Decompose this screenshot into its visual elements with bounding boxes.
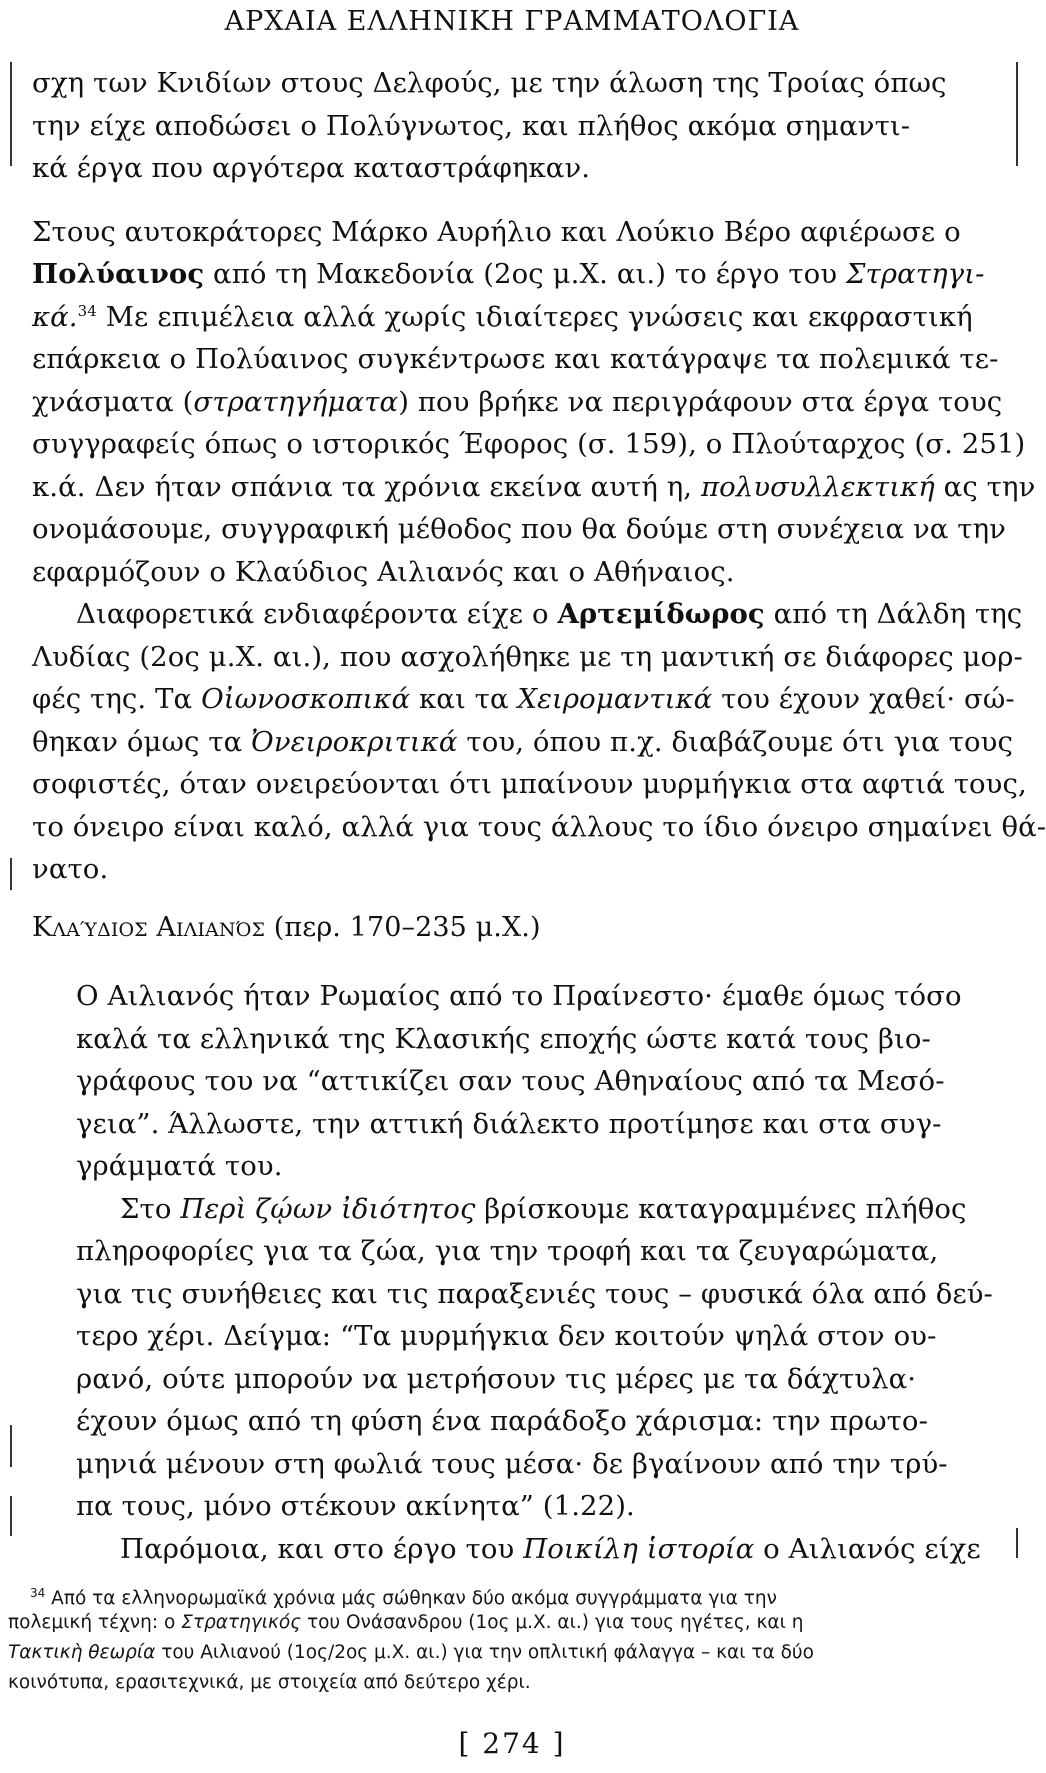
text-line <box>32 466 1036 509</box>
author-name: Αρτεμίδωρος <box>557 598 765 630</box>
text-run: του Αιλιανού (1ος/2ος μ.Χ. αι.) για την οπλιτική φάλαγγα – και τα δύο <box>155 1642 814 1663</box>
footnote-line <box>8 1638 1018 1668</box>
text-run: από τη Δάλδη της <box>764 598 1023 630</box>
text-line: για τις συνήθειες και τις παραξενιές τους – φυσικά όλα από δεύ- <box>76 1277 993 1310</box>
text-line: μηνιά μένουν στη φωλιά τους μέσα· δε βγαίνουν από την τρύ- <box>76 1447 948 1480</box>
term: στρατηγήματα <box>193 385 399 418</box>
footnote <box>8 1578 1018 1698</box>
text-run: Παρόμοια, και στο έργο του <box>120 1532 524 1565</box>
work-title: Χειρομαντικά <box>517 683 713 715</box>
spacer <box>32 190 1014 211</box>
text-line: εφαρμόζουν ο Κλαύδιος Αιλιανός και ο Αθήναιος. <box>32 555 735 588</box>
text-run: του Ονάσανδρου (1ος μ.Χ. αι.) για τους ηγέτες, και η <box>301 1612 804 1633</box>
text-run: θηκαν όμως τα <box>32 725 252 758</box>
text-line: το όνειρο είναι καλό, αλλά για τους άλλους το ίδιο όνειρο σημαίνει θά- <box>32 810 1046 843</box>
main-text <box>32 62 1046 1570</box>
text-line: συγγραφείς όπως ο ιστορικός Έφορος (σ. 159), ο Πλούταρχος (σ. 251) <box>32 428 1026 460</box>
text-line <box>32 721 1014 764</box>
text-line <box>32 253 1014 296</box>
paragraph-pausanias <box>32 62 1014 190</box>
paragraph-artemidorus <box>32 593 1046 891</box>
section-heading-name: Κλαύδιος Αιλιανός <box>32 911 266 943</box>
section-heading <box>32 907 1014 950</box>
work-title: Στρατηγι- <box>845 258 985 290</box>
section-heading-dates: (περ. 170–235 μ.Χ.) <box>265 911 541 943</box>
work-title: Ποικίλη ἱστορία <box>523 1532 755 1565</box>
text-run: Στο <box>120 1192 181 1225</box>
margin-rule <box>1016 1528 1018 1558</box>
margin-rule <box>10 1496 12 1536</box>
text-line <box>32 296 1014 339</box>
text-run: χνάσματα ( <box>32 385 194 418</box>
page-number: [ 274 ] <box>458 1727 566 1760</box>
text-run: ) που βρήκε να περιγράφουν στα έργα τους <box>398 385 1003 418</box>
text-line: κά έργα που αργότερα καταστράφηκαν. <box>32 152 591 184</box>
margin-rule <box>10 1425 12 1467</box>
work-title: Ὀνειροκριτικά <box>251 725 458 758</box>
footnote-line <box>8 1608 1018 1638</box>
work-title: Οἰωνοσκοπικά <box>201 683 411 715</box>
text-line: γεια”. Άλλωστε, την αττική διάλεκτο προτίμησε και στα συγ- <box>76 1107 942 1140</box>
text-line <box>32 593 1023 636</box>
text-line: σχη των Κνιδίων στους Δελφούς, με την άλωση της Τροίας όπως <box>32 67 947 99</box>
text-line: πληροφορίες για τα ζώα, για την τροφή και τα ζευγαρώματα, <box>76 1235 939 1267</box>
text-run: ας την <box>934 470 1036 503</box>
text-run: Από τα ελληνορωμαϊκά χρόνια μάς σώθηκαν δύο ακόμα συγγράμματα για την <box>45 1588 777 1610</box>
term: πολυσυλλεκτική <box>701 470 935 503</box>
work-title: Στρατηγικός <box>181 1612 302 1633</box>
spacer <box>32 949 1014 975</box>
text-line <box>32 1188 1014 1231</box>
text-run: φές της. Τα <box>32 683 202 715</box>
footnote-line <box>8 1578 1018 1608</box>
author-name: Πολύαινος <box>32 258 205 290</box>
text-line: ρανό, ούτε μπορούν να μετρήσουν τις μέρες με τα δάχτυλα· <box>76 1362 917 1395</box>
spacer <box>32 891 1014 907</box>
text-line: Στους αυτοκράτορες Μάρκο Αυρήλιο και Λούκιο Βέρο αφιέρωσε ο <box>32 215 961 248</box>
work-title: Τακτικὴ θεωρία <box>8 1642 156 1663</box>
text-run: από τη Μακεδονία (2ος μ.Χ. αι.) το έργο του <box>204 258 846 290</box>
text-line: Λυδίας (2ος μ.Χ. αι.), που ασχολήθηκε με τη μαντική σε διάφορες μορ- <box>32 640 1023 673</box>
text-run: του, όπου π.χ. διαβάζουμε ότι για τους <box>457 725 1013 758</box>
text-run: και τα <box>410 683 518 715</box>
text-line: έχουν όμως από τη φύση ένα παράδοξο χάρισμα: την πρωτο- <box>76 1405 928 1437</box>
margin-rule <box>1016 62 1018 166</box>
text-run: ο Αιλιανός είχε <box>754 1532 981 1565</box>
text-line: πα τους, μόνο στέκουν ακίνητα” (1.22). <box>76 1490 635 1522</box>
footnote-number: 34 <box>30 1586 46 1600</box>
text-line <box>32 1528 1014 1571</box>
text-line: τερο χέρι. Δείγμα: “Τα μυρμήγκια δεν κοιτούν ψηλά στον ου- <box>76 1320 937 1352</box>
text-line: νατο. <box>32 853 109 885</box>
margin-rule <box>10 858 12 890</box>
paragraph-polyaenus <box>32 211 1036 594</box>
text-line <box>32 678 1014 721</box>
text-line: γράφους του να “αττικίζει σαν τους Αθηναίους από τα Μεσό- <box>76 1065 945 1097</box>
text-run: Διαφορετικά ενδιαφέροντα είχε ο <box>76 598 558 630</box>
margin-rule <box>10 62 12 166</box>
text-line: γράμματά του. <box>76 1150 283 1182</box>
text-line: Ο Αιλιανός ήταν Ρωμαίος από το Πραίνεστο· έμαθε όμως τόσο <box>76 980 962 1012</box>
text-line: καλά τα ελληνικά της Κλασικής εποχής ώστε κατά τους βιο- <box>76 1022 931 1055</box>
paragraph-aelian-animals <box>32 1188 1014 1528</box>
text-run: του έχουν χαθεί· σώ- <box>712 683 1015 715</box>
text-run: Με επιμέλεια αλλά χωρίς ιδιαίτερες γνώσεις και εκφραστική <box>96 300 973 333</box>
text-line: σοφιστές, όταν ονειρεύονται ότι μπαίνουν μυρμήγκια στα αφτιά τους, <box>32 768 1027 800</box>
footnote-ref: 34 <box>77 301 97 320</box>
text-run: πολεμική τέχνη: ο <box>8 1612 182 1633</box>
text-line <box>32 381 1014 424</box>
text-line: ονομάσουμε, συγγραφική μέθοδος που θα δούμε στη συνέχεια να την <box>32 513 1006 545</box>
text-line: την είχε αποδώσει ο Πολύγνωτος, και πλήθος ακόμα σημαντι- <box>32 109 911 142</box>
text-line: επάρκεια ο Πολύαινος συγκέντρωσε και κατάγραψε τα πολεμικά τε- <box>32 343 999 375</box>
text-run: κ.ά. Δεν ήταν σπάνια τα χρόνια εκείνα αυτή η, <box>32 470 701 503</box>
text-run: βρίσκουμε καταγραμμένες πλήθος <box>475 1192 967 1225</box>
work-title: κά. <box>32 300 78 333</box>
running-header: ΑΡΧΑΙΑ ΕΛΛΗΝΙΚΗ ΓΡΑΜΜΑΤΟΛΟΓΙΑ <box>224 6 800 37</box>
paragraph-aelian-intro <box>32 975 1014 1188</box>
paragraph-aelian-varia <box>32 1528 1014 1571</box>
work-title: Περὶ ζῴων ἰδιότητος <box>180 1192 476 1225</box>
footnote-line: κοινότυπα, ερασιτεχνικά, με στοιχεία από δεύτερο χέρι. <box>8 1672 531 1693</box>
